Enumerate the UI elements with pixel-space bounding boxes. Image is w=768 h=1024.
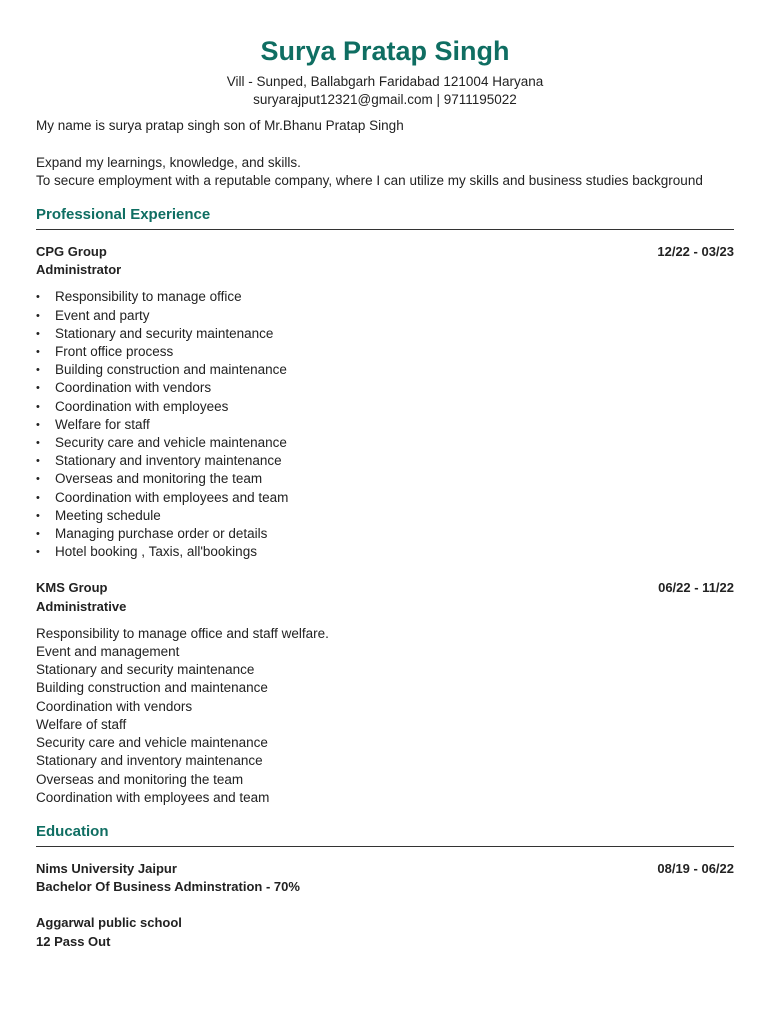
duty-item: Building construction and maintenance	[36, 680, 268, 696]
education-header	[36, 860, 734, 878]
summary	[36, 117, 734, 190]
education-entry	[36, 860, 734, 896]
bullet-icon: •	[36, 437, 40, 450]
duty-item	[36, 434, 734, 452]
duty-text: Event and party	[55, 307, 150, 323]
duty-item	[36, 507, 734, 525]
duty-text: Stationary and inventory maintenance	[55, 453, 282, 469]
contact-block	[36, 73, 734, 109]
duty-item	[36, 343, 734, 361]
bullet-icon: •	[36, 491, 40, 504]
school-name: Aggarwal public school	[36, 915, 182, 931]
job-company: KMS Group	[36, 580, 108, 596]
objective-line-1: Expand my learnings, knowledge, and skills.	[36, 154, 301, 170]
duty-text: Coordination with employees and team	[55, 489, 289, 505]
job-title: Administrator	[36, 262, 122, 278]
job-duties-list	[36, 625, 734, 807]
bullet-icon: •	[36, 418, 40, 431]
duty-item	[36, 452, 734, 470]
address: Vill - Sunped, Ballabgarh Faridabad 121004 Haryana	[226, 74, 544, 89]
resume-page	[36, 34, 734, 951]
bullet-icon: •	[36, 400, 40, 413]
bullet-icon: •	[36, 291, 40, 304]
bullet-icon: •	[36, 509, 40, 522]
school-name: Nims University Jaipur	[36, 860, 177, 876]
bullet-icon: •	[36, 455, 40, 468]
education-entry	[36, 914, 734, 950]
duty-text: Meeting schedule	[55, 507, 161, 523]
duty-item: Overseas and monitoring the team	[36, 771, 244, 787]
duty-item: Event and management	[36, 644, 180, 660]
job-title: Administrative	[36, 598, 127, 614]
duty-item	[36, 361, 734, 379]
duty-item	[36, 325, 734, 343]
degree: 12 Pass Out	[36, 933, 111, 949]
duty-text: Hotel booking , Taxis, all'bookings	[55, 544, 257, 560]
job-duties-list	[36, 288, 734, 561]
duty-item: Responsibility to manage office and staff welfare.	[36, 625, 329, 641]
bullet-icon: •	[36, 382, 40, 395]
job-dates: 06/22 - 11/22	[658, 580, 734, 596]
objective-line-2: To secure employment with a reputable company, where I can utilize my skills and business studies background	[36, 172, 703, 188]
duty-text: Coordination with vendors	[55, 380, 212, 396]
job-header	[36, 243, 734, 261]
duty-item	[36, 543, 734, 561]
duty-item: Coordination with vendors	[36, 698, 193, 714]
duty-item: Stationary and inventory maintenance	[36, 753, 263, 769]
bullet-icon: •	[36, 528, 40, 541]
bullet-icon: •	[36, 327, 40, 340]
duty-item	[36, 288, 734, 306]
duty-item	[36, 489, 734, 507]
section-title-education: Education	[36, 822, 734, 847]
duty-item	[36, 470, 734, 488]
summary-gap	[36, 136, 734, 154]
duty-item: Coordination with employees and team	[36, 789, 270, 805]
job-entry	[36, 243, 734, 561]
bullet-icon: •	[36, 546, 40, 559]
duty-item	[36, 307, 734, 325]
duty-text: Welfare for staff	[55, 416, 150, 432]
duty-text: Stationary and security maintenance	[55, 325, 274, 341]
job-dates: 12/22 - 03/23	[657, 244, 734, 260]
duty-text: Managing purchase order or details	[55, 526, 268, 542]
bullet-icon: •	[36, 364, 40, 377]
section-title-experience: Professional Experience	[36, 205, 734, 230]
candidate-name: Surya Pratap Singh	[260, 36, 510, 66]
degree: Bachelor Of Business Adminstration - 70%	[36, 879, 300, 895]
duty-text: Building construction and maintenance	[55, 362, 287, 378]
education-header	[36, 914, 734, 932]
duty-item	[36, 379, 734, 397]
summary-intro: My name is surya pratap singh son of Mr.Bhanu Pratap Singh	[36, 118, 404, 134]
bullet-icon: •	[36, 346, 40, 359]
duty-item	[36, 398, 734, 416]
job-company: CPG Group	[36, 244, 107, 260]
duty-item: Security care and vehicle maintenance	[36, 735, 268, 751]
duty-item: Stationary and security maintenance	[36, 662, 255, 678]
job-entry	[36, 579, 734, 806]
duty-text: Responsibility to manage office	[55, 289, 242, 305]
duty-item	[36, 416, 734, 434]
education-dates: 08/19 - 06/22	[657, 860, 734, 876]
duty-text: Overseas and monitoring the team	[55, 471, 263, 487]
duty-item: Welfare of staff	[36, 716, 127, 732]
bullet-icon: •	[36, 473, 40, 486]
duty-text: Front office process	[55, 344, 174, 360]
job-header	[36, 579, 734, 597]
duty-text: Coordination with employees	[55, 398, 229, 414]
duty-item	[36, 525, 734, 543]
bullet-icon: •	[36, 309, 40, 322]
email-phone: suryarajput12321@gmail.com | 9711195022	[253, 92, 517, 108]
duty-text: Security care and vehicle maintenance	[55, 435, 287, 451]
